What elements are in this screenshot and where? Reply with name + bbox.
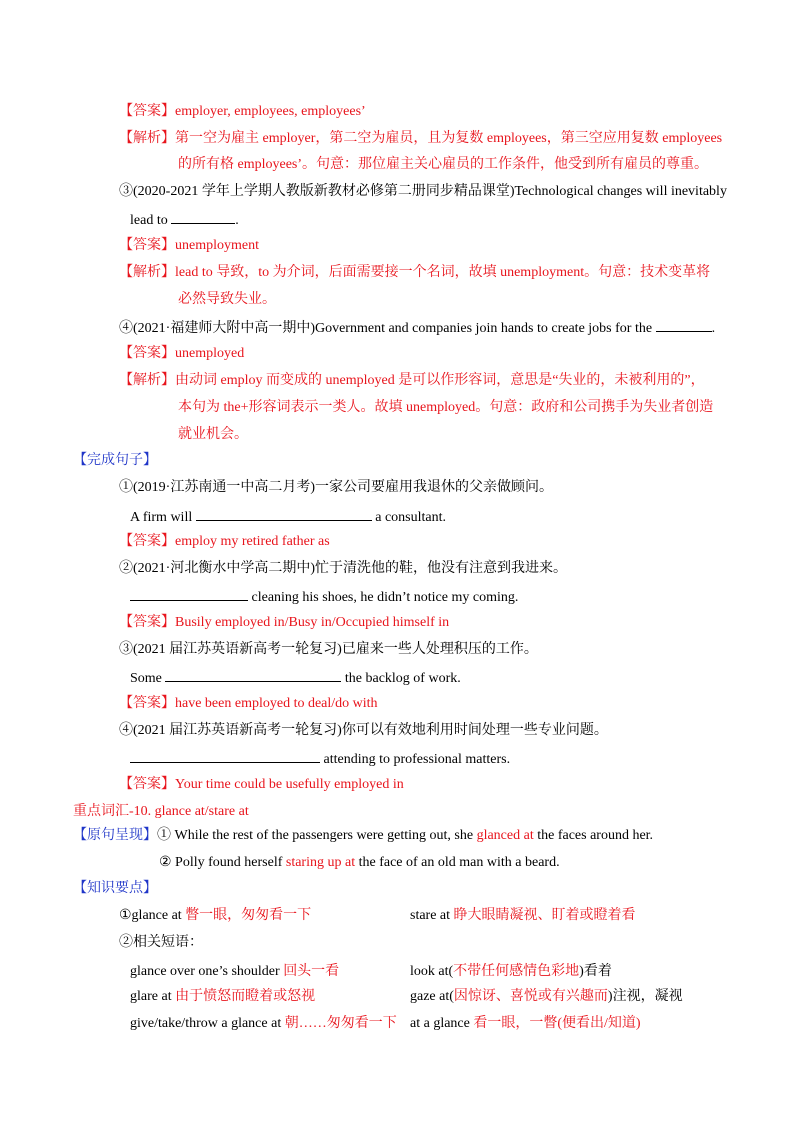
- section-heading-knowledge: 【知识要点】: [73, 881, 157, 896]
- answer-text: employ my retired father as: [175, 534, 330, 549]
- term: give/take/throw a glance at: [130, 1016, 285, 1031]
- meaning: 看一眼，一瞥(便看出/知道): [473, 1016, 641, 1031]
- question-3-end: .: [235, 213, 239, 228]
- blank-line: [165, 667, 341, 682]
- section-heading-complete-sentences: 【完成句子】: [73, 453, 157, 468]
- sentence-2: [130, 586, 518, 608]
- term-end: )注视，凝视: [607, 989, 683, 1004]
- sentence-4-prompt: ④(2021 届江苏英语新高考一轮复习)你可以有效地利用时间处理一些专业问题。: [119, 723, 608, 738]
- sentence-2-prompt: ②(2021·河北衡水中学高二期中)忙于清洗他的鞋，他没有注意到我进来。: [119, 561, 567, 576]
- phrase-1-right: [410, 962, 612, 982]
- sentence-4-answer: [119, 775, 404, 795]
- blank-line: [656, 317, 712, 332]
- answer-text: Your time could be usefully employed in: [175, 777, 404, 792]
- analysis-line-3: [119, 263, 710, 283]
- analysis-line-4: [119, 371, 705, 391]
- original-2-start: ② Polly found herself: [159, 855, 286, 870]
- analysis-tag: 【解析】: [119, 131, 175, 146]
- term: at a glance: [410, 1016, 474, 1031]
- meaning: 回头一看: [283, 964, 340, 979]
- meaning: 瞥一眼，匆匆看一下: [185, 908, 312, 923]
- analysis-line-4-cont: 本句为 the+形容词表示一类人。故填 unemployed。句意：政府和公司携手为失业者创造: [178, 400, 714, 415]
- question-4-text: ④(2021·福建师大附中高一期中)Government and companies join hands to create jobs for the: [119, 321, 656, 336]
- answer-tag: 【答案】: [119, 346, 175, 361]
- phrase-2-right: [410, 987, 683, 1007]
- analysis-text: lead to 导致，to 为介词，后面需要接一个名词，故填 unemployment。句意：技术变革将: [175, 265, 711, 280]
- answer-line-4: [119, 344, 244, 364]
- question-4-end: .: [711, 321, 716, 336]
- answer-tag: 【答案】: [119, 104, 175, 119]
- sentence-2-end: cleaning his shoes, he didn’t notice my coming.: [248, 590, 519, 605]
- blank-line: [130, 586, 248, 601]
- sentence-4-end: attending to professional matters.: [320, 752, 511, 767]
- sentence-1-answer: [119, 532, 330, 552]
- term: glare at: [130, 989, 176, 1004]
- original-2-highlight: staring up at: [285, 855, 356, 870]
- knowledge-1-right: [410, 906, 636, 926]
- analysis-line-3-cont: 必然导致失业。: [178, 292, 276, 307]
- analysis-text: 第一空为雇主 employer，第二空为雇员，且为复数 employees，第三空应用复数 employees: [175, 131, 723, 146]
- blank-line: [196, 506, 372, 521]
- answer-tag: 【答案】: [119, 696, 175, 711]
- blank-line: [130, 748, 320, 763]
- phrase-3-left: [130, 1014, 397, 1034]
- sentence-1-prompt: ①(2019·江苏南通一中高二月考)一家公司要雇用我退休的父亲做顾问。: [119, 480, 553, 495]
- meaning: 朝……匆匆看一下: [284, 1016, 397, 1031]
- analysis-tag: 【解析】: [119, 373, 175, 388]
- original-1-start: ① While the rest of the passengers were getting out, she: [157, 828, 477, 843]
- answer-text: employer, employees, employees’: [175, 104, 366, 119]
- sentence-1: [130, 506, 446, 528]
- sentence-3-start: Some: [130, 671, 166, 686]
- answer-tag: 【答案】: [119, 615, 175, 630]
- answer-line-1: [119, 102, 366, 122]
- sentence-3-answer: [119, 694, 378, 714]
- meaning-note: 不带任何感情色彩地: [453, 964, 580, 979]
- knowledge-1-left: [119, 906, 311, 926]
- term: gaze at(: [410, 989, 454, 1004]
- original-1-highlight: glanced at: [476, 828, 534, 843]
- original-1-end: the faces around her.: [533, 828, 654, 843]
- meaning-note: 因惊讶、喜悦或有兴趣而: [453, 989, 608, 1004]
- sentence-4: [130, 748, 510, 770]
- original-sentence-2: [159, 853, 560, 873]
- phrase-2-left: [130, 987, 315, 1007]
- question-3-cont: [130, 209, 239, 231]
- analysis-line-1: [119, 129, 722, 149]
- analysis-line-1-cont: 的所有格 employees’。句意：那位雇主关心雇员的工作条件，他受到所有雇员的尊重。: [178, 157, 709, 172]
- analysis-text: 由动词 employ 而变成的 unemployed 是可以作形容词，意思是“失业的，未被利用的”，: [175, 373, 705, 388]
- term: ①glance at: [119, 908, 186, 923]
- phrase-1-left: [130, 962, 339, 982]
- answer-tag: 【答案】: [119, 777, 175, 792]
- question-3: ③(2020-2021 学年上学期人教版新教材必修第二册同步精品课堂)Technological changes will inevitably: [119, 184, 727, 199]
- answer-text: have been employed to deal/do with: [175, 696, 378, 711]
- meaning: 睁大眼睛凝视、盯着或瞪着看: [453, 908, 636, 923]
- original-2-end: the face of an old man with a beard.: [355, 855, 560, 870]
- meaning: 由于愤怒而瞪着或怒视: [175, 989, 316, 1004]
- blank-line: [171, 209, 235, 224]
- term: glance over one’s shoulder: [130, 964, 284, 979]
- answer-tag: 【答案】: [119, 534, 175, 549]
- analysis-line-4-cont2: 就业机会。: [178, 427, 248, 442]
- original-tag: 【原句呈现】: [73, 828, 157, 843]
- knowledge-2-heading: ②相关短语：: [119, 935, 203, 950]
- sentence-1-start: A firm will: [130, 510, 196, 525]
- phrase-3-right: [410, 1014, 641, 1034]
- question-4: [119, 317, 715, 339]
- term-end: )看着: [579, 964, 612, 979]
- sentence-3: [130, 667, 461, 689]
- answer-text: unemployed: [175, 346, 245, 361]
- sentence-2-answer: [119, 613, 449, 633]
- answer-text: unemployment: [175, 238, 259, 253]
- sentence-1-end: a consultant.: [371, 510, 446, 525]
- sentence-3-prompt: ③(2021 届江苏英语新高考一轮复习)已雇来一些人处理积压的工作。: [119, 642, 538, 657]
- question-3-text: lead to: [130, 213, 172, 228]
- vocab-heading: 重点词汇-10. glance at/stare at: [73, 804, 249, 819]
- analysis-tag: 【解析】: [119, 265, 175, 280]
- original-sentence-1: [73, 826, 653, 846]
- answer-text: Busily employed in/Busy in/Occupied himself in: [175, 615, 450, 630]
- term: look at(: [410, 964, 454, 979]
- term: stare at: [410, 908, 454, 923]
- answer-tag: 【答案】: [119, 238, 175, 253]
- answer-line-3: [119, 236, 259, 256]
- sentence-3-end: the backlog of work.: [341, 671, 461, 686]
